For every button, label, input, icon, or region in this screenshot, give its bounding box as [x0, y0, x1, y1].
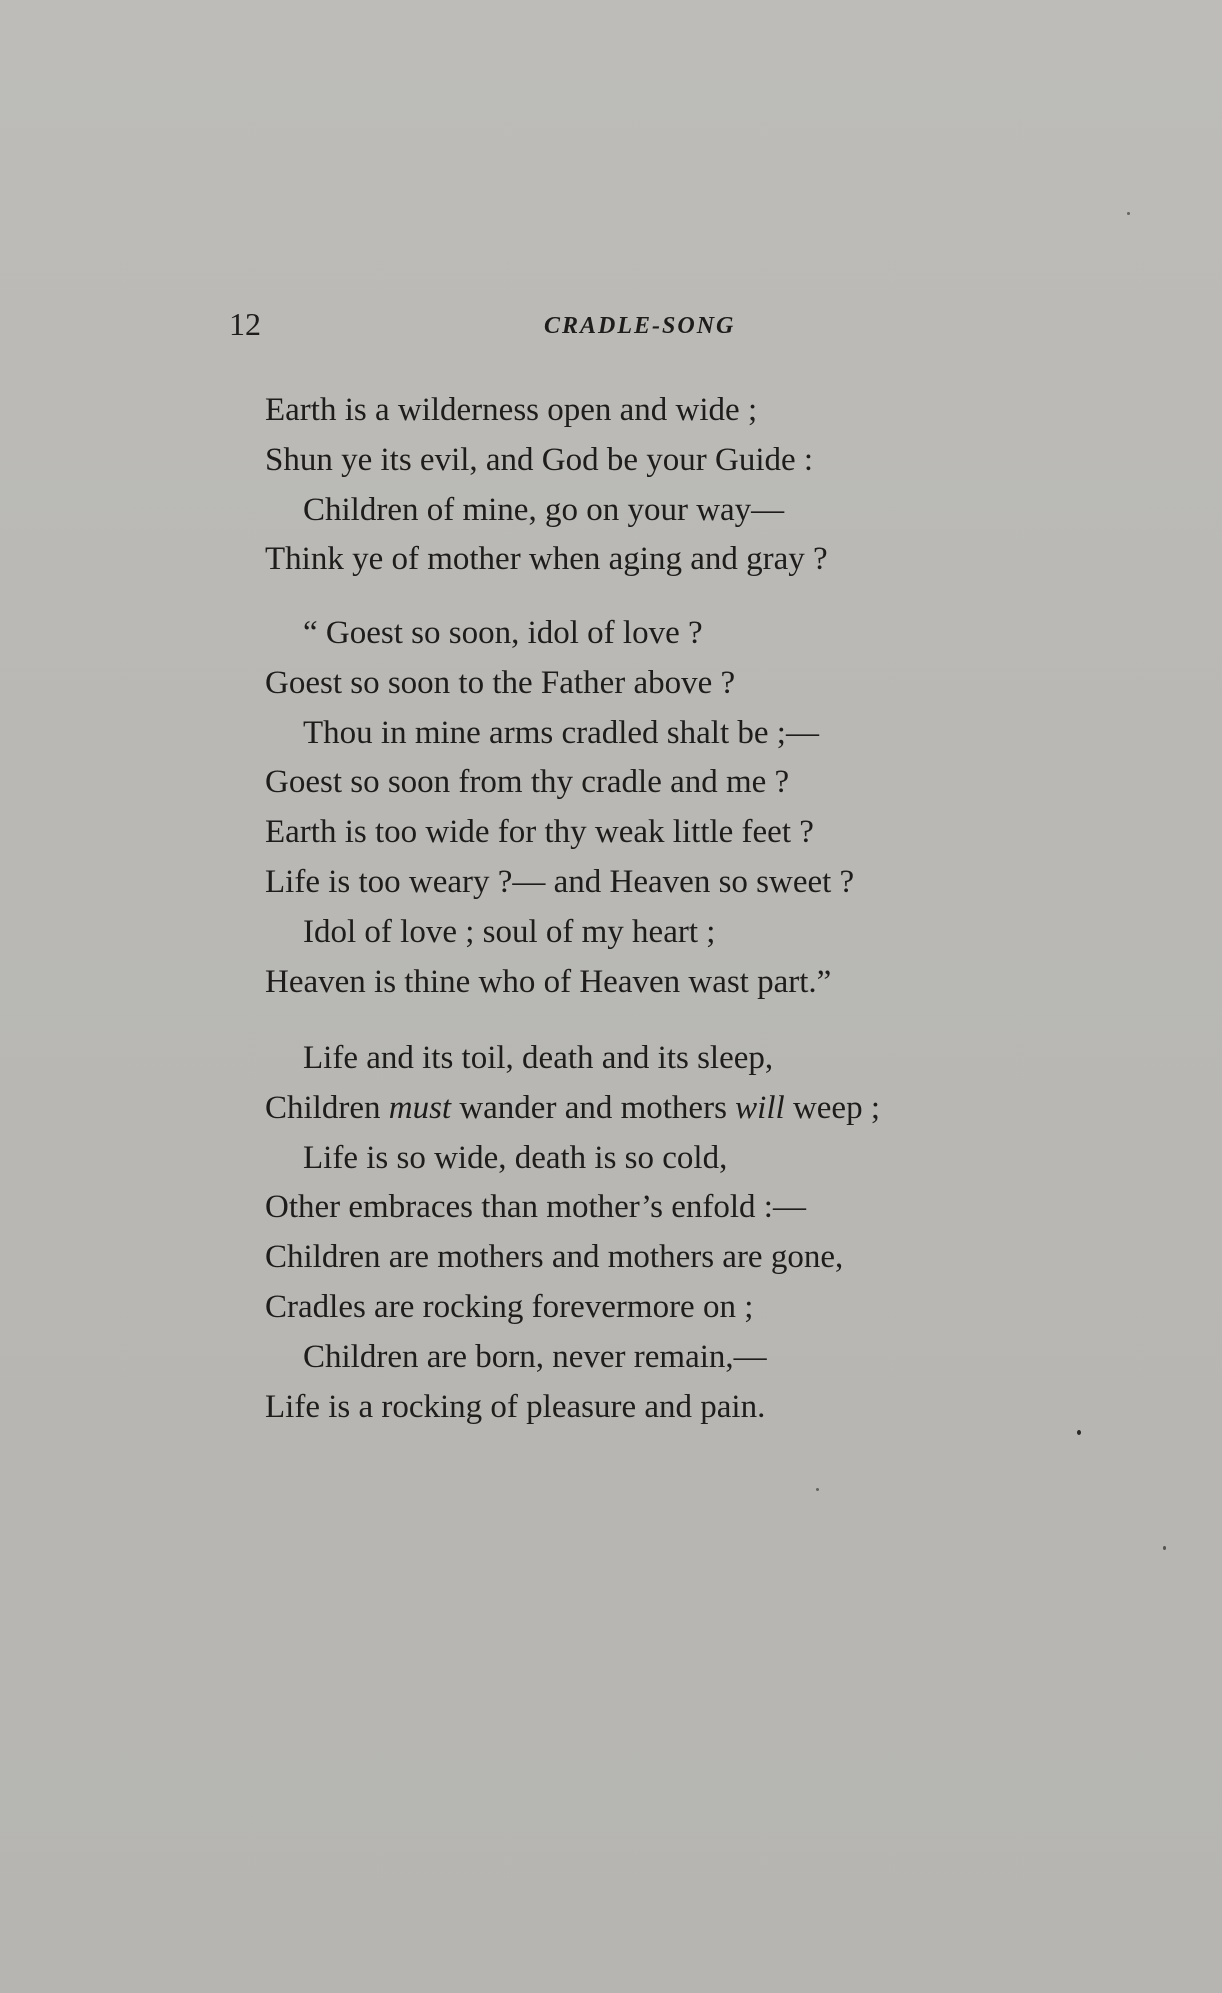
verse-line: Goest so soon from thy cradle and me ? [265, 764, 790, 801]
stanza-3 [265, 1034, 1025, 1432]
verse-text: weep ; [784, 1089, 880, 1126]
verse-line: Life is a rocking of pleasure and pain. [265, 1388, 766, 1425]
paper-speck [816, 1488, 819, 1491]
verse-text: wander and mothers [451, 1089, 736, 1126]
emphasis-must: must [388, 1089, 452, 1126]
verse-text: Children [265, 1089, 389, 1126]
stanza-1 [265, 386, 1025, 585]
verse-line: Earth is too wide for thy weak little feet ? [265, 814, 814, 851]
emphasis-will: will [735, 1089, 785, 1126]
paper-speck [1077, 1430, 1081, 1435]
verse-line: Children are mothers and mothers are gone, [265, 1239, 844, 1276]
verse-line: Idol of love ; soul of my heart ; [303, 913, 716, 950]
verse-line: Think ye of mother when aging and gray ? [265, 541, 828, 578]
stanza-2 [265, 609, 1025, 1007]
verse-line: Cradles are rocking forevermore on ; [265, 1288, 754, 1325]
verse-line [265, 1084, 1025, 1134]
verse-line: Thou in mine arms cradled shalt be ;— [303, 714, 819, 751]
running-head: CRADLE-SONG [544, 313, 736, 339]
verse-line: Children are born, never remain,— [303, 1338, 767, 1375]
verse-line: Earth is a wilderness open and wide ; [265, 392, 758, 428]
verse-line: “ Goest so soon, idol of love ? [303, 615, 703, 651]
paper-speck [1127, 212, 1130, 215]
verse-line: Children of mine, go on your way— [303, 491, 785, 528]
page-number: 12 [229, 306, 261, 342]
verse-line: Goest so soon to the Father above ? [265, 664, 736, 701]
verse-line: Heaven is thine who of Heaven wast part.” [265, 963, 832, 1000]
verse-line: Life is so wide, death is so cold, [303, 1139, 728, 1176]
verse-line: Other embraces than mother’s enfold :— [265, 1189, 806, 1226]
verse-line: Shun ye its evil, and God be your Guide : [265, 441, 814, 478]
verse-line: Life is too weary ?— and Heaven so sweet ? [265, 863, 855, 900]
verse-line: Life and its toil, death and its sleep, [303, 1040, 774, 1076]
paper-speck [1163, 1546, 1166, 1550]
